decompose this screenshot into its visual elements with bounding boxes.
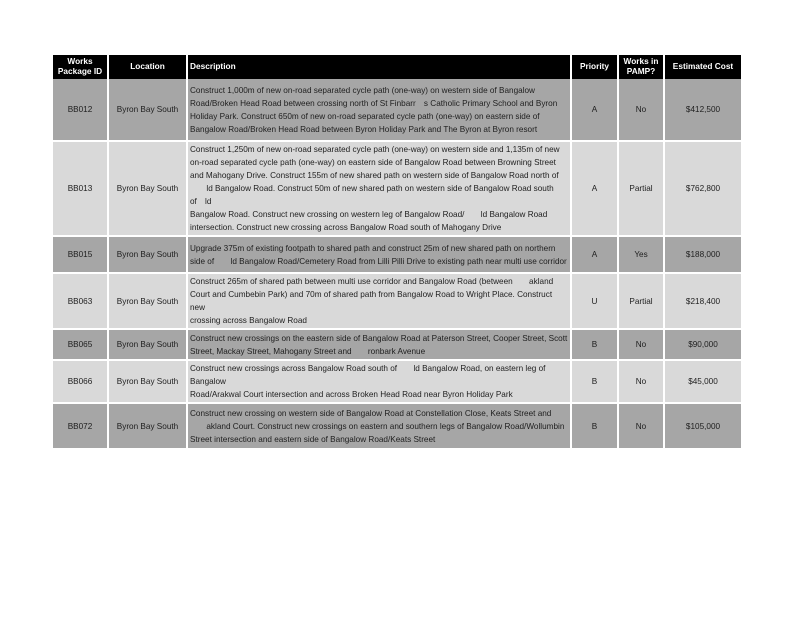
priority-cell: A (571, 141, 618, 236)
priority-cell: A (571, 236, 618, 273)
works-in-pamp-cell: Yes (618, 236, 664, 273)
works-package-id-cell: BB066 (53, 360, 108, 403)
description-cell: Construct 1,000m of new on-road separated cycle path (one-way) on western side of Bangalow Road/Broken Head Road between crossing north of St Finbarr s Catholic Primary School and Byron Holiday Park. Construct 650m of new on-road separated cycle path (one-way) on eastern side of Bangalow Road/Broken Head Road between Byron Holiday Park and The Byron at Byron resort (187, 79, 571, 141)
works-in-pamp-cell: No (618, 329, 664, 360)
location-cell: Byron Bay South (108, 79, 187, 141)
table-row (53, 236, 741, 273)
priority-cell: A (571, 79, 618, 141)
estimated-cost-cell: $45,000 (664, 360, 741, 403)
table-row (53, 360, 741, 403)
location-cell: Byron Bay South (108, 273, 187, 329)
works-package-id-cell: BB013 (53, 141, 108, 236)
header-location: Location (108, 55, 187, 79)
works-package-id-cell: BB065 (53, 329, 108, 360)
works-table (53, 55, 741, 450)
description-cell: Construct 1,250m of new on-road separated cycle path (one-way) on western side and 1,135m of new on-road separated cycle path (one-way) on eastern side of Bangalow Road between Browning Street and Mahogany Drive. Construct 155m of new shared path on western side of Bangalow Road north of ld Bangalow Road. Construct 50m of new shared path on western side of Bangalow Road south of ld Bangalow Road. Construct new crossing on western leg of Bangalow Road/ ld Bangalow Road intersection. Construct new crossing across Bangalow Road south of Mahogany Drive (187, 141, 571, 236)
estimated-cost-cell: $218,400 (664, 273, 741, 329)
header-works-in-pamp: Works in PAMP? (618, 55, 664, 79)
works-package-id-cell: BB012 (53, 79, 108, 141)
location-cell: Byron Bay South (108, 236, 187, 273)
table-row (53, 403, 741, 449)
header-estimated-cost: Estimated Cost (664, 55, 741, 79)
location-cell: Byron Bay South (108, 329, 187, 360)
description-cell: Construct new crossings on the eastern side of Bangalow Road at Paterson Street, Cooper Street, Scott Street, Mackay Street, Mahogany Street and ronbark Avenue (187, 329, 571, 360)
table-row (53, 79, 741, 141)
description-cell: Construct new crossings across Bangalow Road south of ld Bangalow Road, on eastern leg of Bangalow Road/Arakwal Court intersection and across Broken Head Road near Byron Holiday Park (187, 360, 571, 403)
works-in-pamp-cell: No (618, 403, 664, 449)
priority-cell: B (571, 329, 618, 360)
works-in-pamp-cell: No (618, 79, 664, 141)
header-description: Description (187, 55, 571, 79)
location-cell: Byron Bay South (108, 403, 187, 449)
works-in-pamp-cell: Partial (618, 273, 664, 329)
priority-cell: B (571, 403, 618, 449)
estimated-cost-cell: $762,800 (664, 141, 741, 236)
header-works-package-id: Works Package ID (53, 55, 108, 79)
location-cell: Byron Bay South (108, 360, 187, 403)
table-row (53, 273, 741, 329)
header-priority: Priority (571, 55, 618, 79)
works-in-pamp-cell: Partial (618, 141, 664, 236)
works-in-pamp-cell: No (618, 360, 664, 403)
table-row (53, 329, 741, 360)
estimated-cost-cell: $412,500 (664, 79, 741, 141)
estimated-cost-cell: $105,000 (664, 403, 741, 449)
estimated-cost-cell: $90,000 (664, 329, 741, 360)
works-package-id-cell: BB063 (53, 273, 108, 329)
table-header-row (53, 55, 741, 79)
priority-cell: U (571, 273, 618, 329)
works-package-id-cell: BB072 (53, 403, 108, 449)
estimated-cost-cell: $188,000 (664, 236, 741, 273)
description-cell: Construct 265m of shared path between multi use corridor and Bangalow Road (between akland Court and Cumbebin Park) and 70m of shared path from Bangalow Road to Wright Place. Construct new crossing across Bangalow Road (187, 273, 571, 329)
priority-cell: B (571, 360, 618, 403)
location-cell: Byron Bay South (108, 141, 187, 236)
description-cell: Upgrade 375m of existing footpath to shared path and construct 25m of new shared path on northern side of ld Bangalow Road/Cemetery Road from Lilli Pilli Drive to existing path near multi use corridor (187, 236, 571, 273)
description-cell: Construct new crossing on western side of Bangalow Road at Constellation Close, Keats Street and akland Court. Construct new crossings on eastern and southern legs of Bangalow Road/Wollumbin Street intersection and eastern side of Bangalow Road/Keats Street (187, 403, 571, 449)
works-package-id-cell: BB015 (53, 236, 108, 273)
table-row (53, 141, 741, 236)
